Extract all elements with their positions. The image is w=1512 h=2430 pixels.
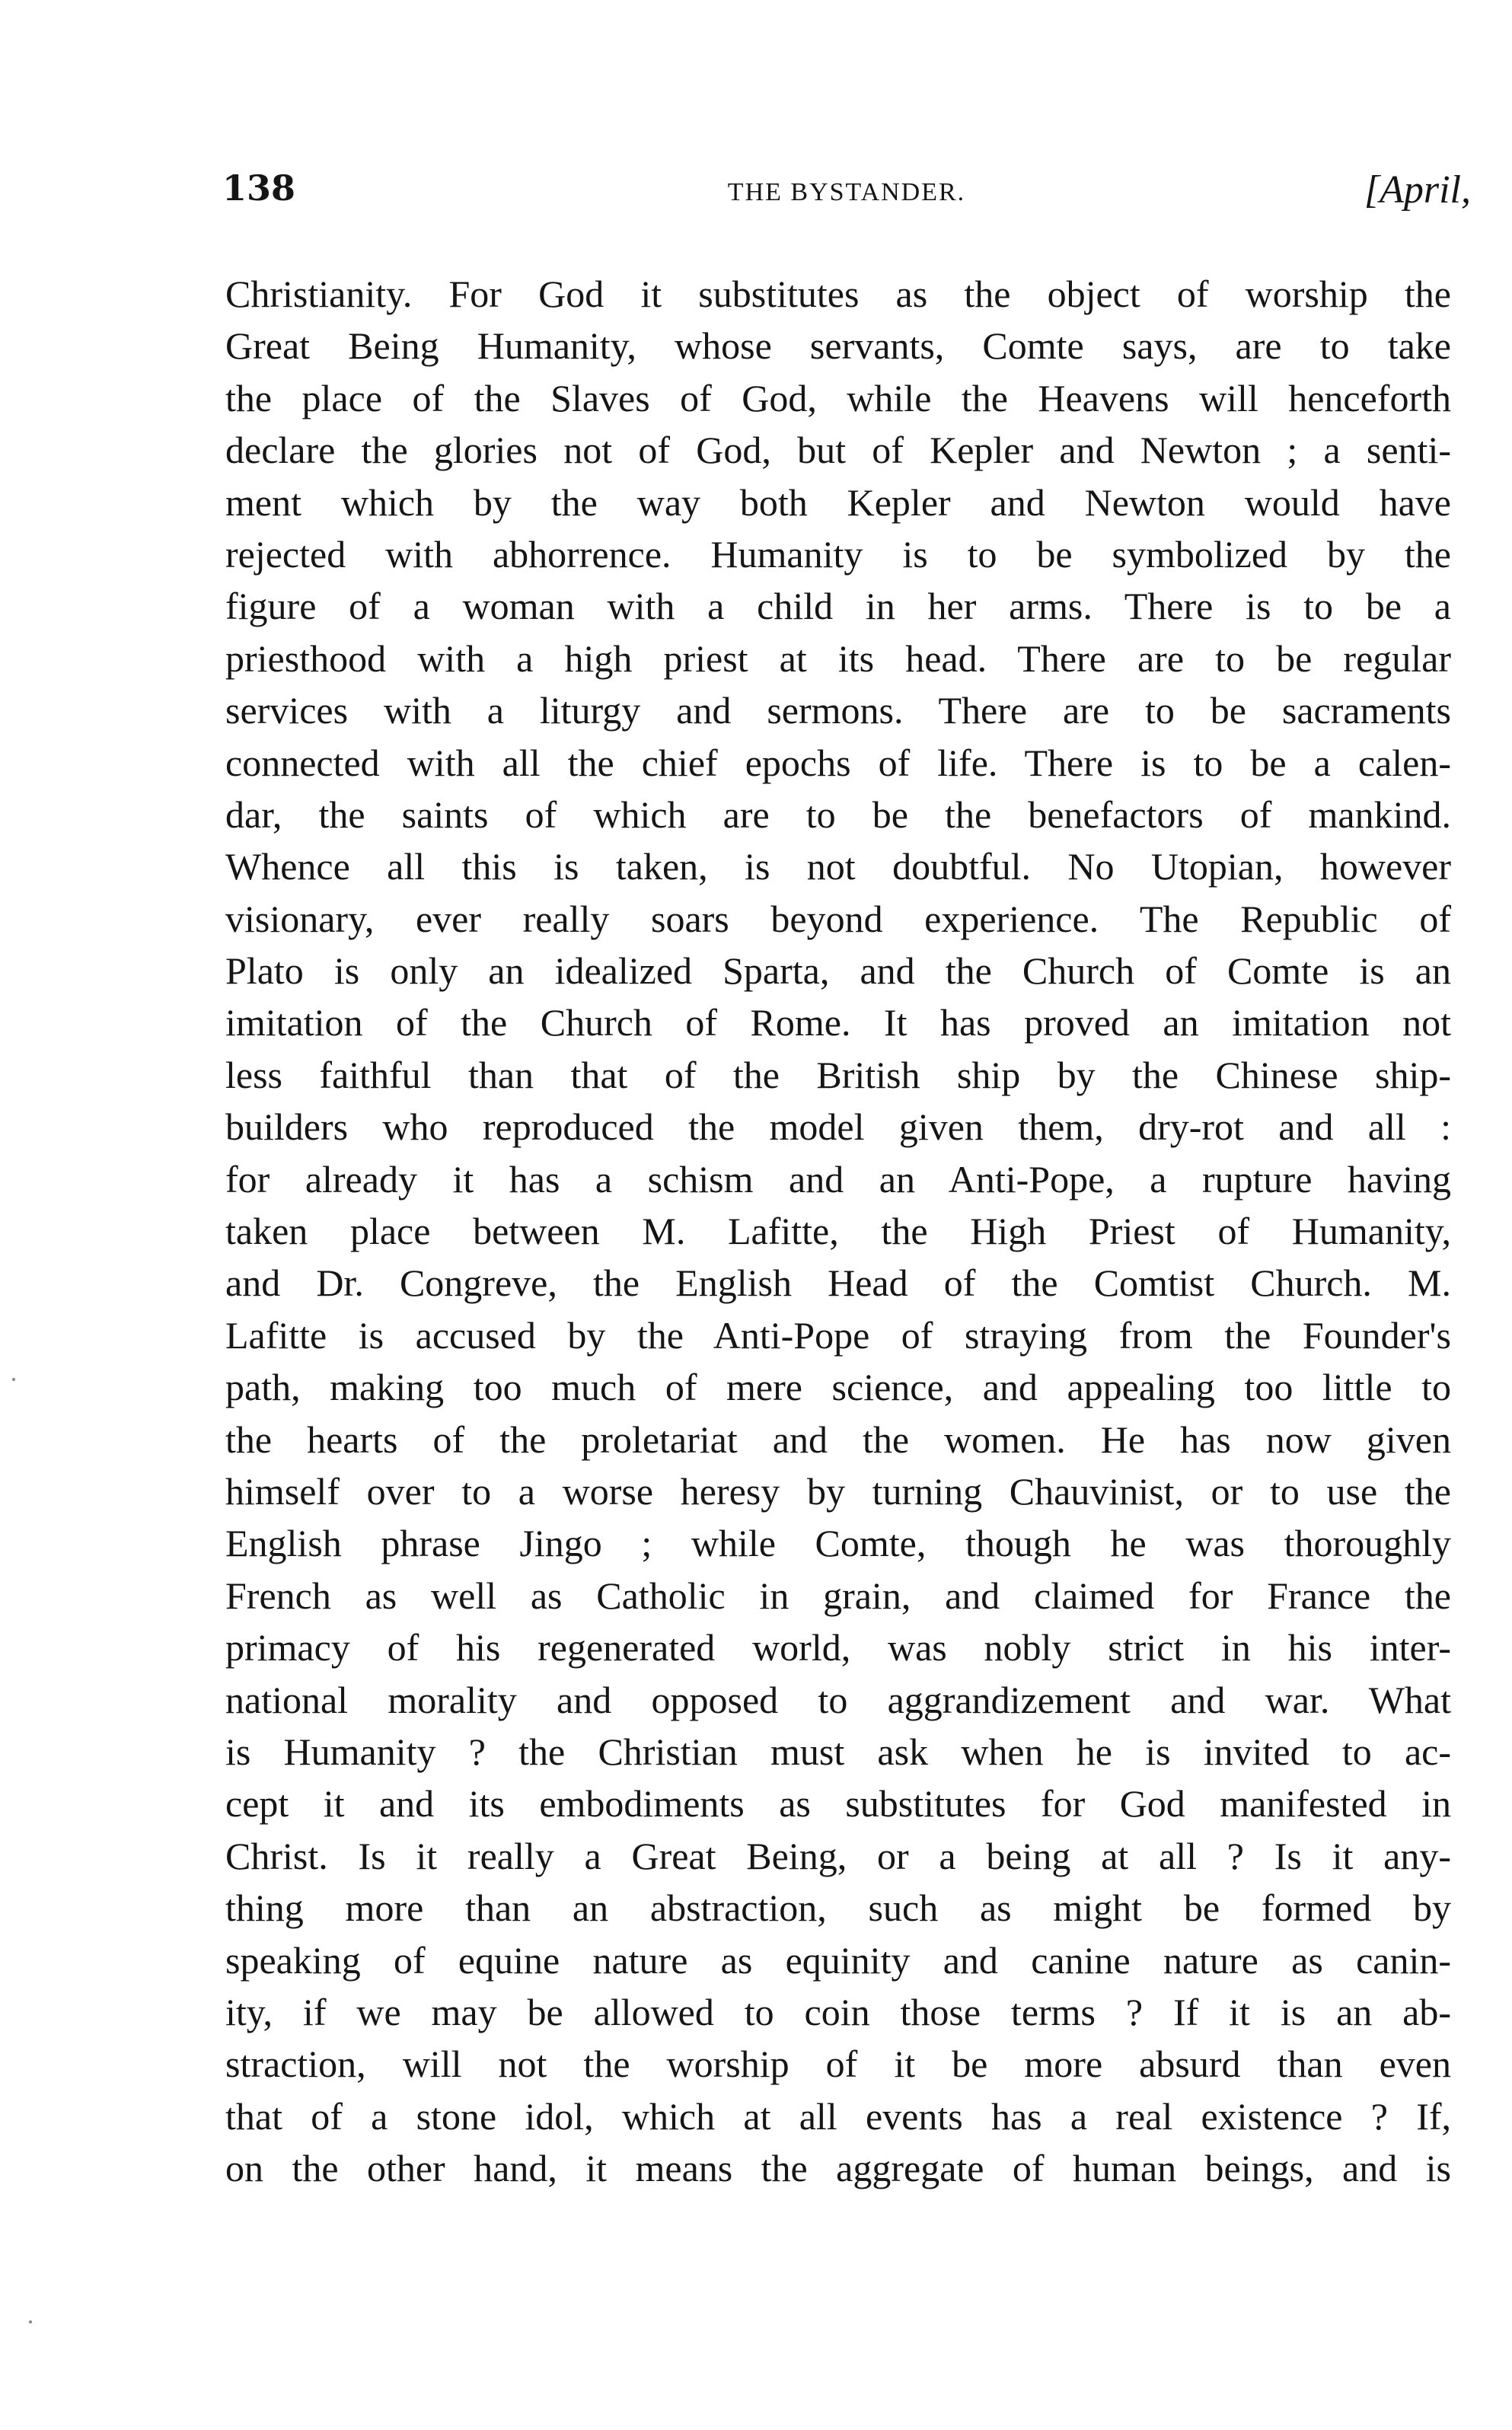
- text-line: Christianity. For God it substitutes as the object of worship the: [225, 273, 1451, 315]
- body-text: [225, 268, 1451, 2194]
- page-number: 138: [222, 167, 296, 209]
- text-line: on the other hand, it means the aggregate of human beings, and is: [225, 2147, 1451, 2190]
- text-line: Plato is only an idealized Sparta, and the Church of Comte is an: [225, 949, 1451, 993]
- text-line: the hearts of the proletariat and the women. He has now given: [225, 1418, 1451, 1461]
- text-line: thing more than an abstraction, such as might be formed by: [225, 1886, 1451, 1930]
- text-line: Lafitte is accused by the Anti-Pope of straying from the Founder's: [225, 1313, 1451, 1357]
- scan-speck: [12, 1378, 15, 1381]
- text-line: French as well as Catholic in grain, and claimed for France the: [225, 1574, 1451, 1617]
- text-line: Whence all this is taken, is not doubtful. No Utopian, however: [225, 845, 1451, 888]
- text-line: dar, the saints of which are to be the benefactors of mankind.: [225, 792, 1451, 836]
- text-line: declare the glories not of God, but of Kepler and Newton ; a senti-: [225, 429, 1451, 472]
- text-line: ment which by the way both Kepler and Newton would have: [225, 480, 1451, 524]
- text-line: himself over to a worse heresy by turning Chauvinist, or to use the: [225, 1469, 1451, 1513]
- text-line: connected with all the chief epochs of life. There is to be a calen-: [225, 741, 1451, 784]
- text-line: and Dr. Congreve, the English Head of the Comtist Church. M.: [225, 1261, 1451, 1305]
- text-line: priesthood with a high priest at its head. There are to be regular: [225, 636, 1451, 680]
- text-line: builders who reproduced the model given them, dry-rot and all :: [225, 1105, 1451, 1149]
- text-line: Great Being Humanity, whose servants, Comte says, are to take: [225, 324, 1451, 368]
- text-line: for already it has a schism and an Anti-Pope, a rupture having: [225, 1157, 1451, 1201]
- text-line: services with a liturgy and sermons. There are to be sacraments: [225, 689, 1451, 732]
- text-line: straction, will not the worship of it be more absurd than even: [225, 2043, 1451, 2086]
- text-line: cept it and its embodiments as substitutes for God manifested in: [225, 1782, 1451, 1826]
- text-line: is Humanity ? the Christian must ask when he is invited to ac-: [225, 1730, 1451, 1773]
- text-line: imitation of the Church of Rome. It has proved an imitation not: [225, 1001, 1451, 1044]
- running-header: [222, 167, 1471, 228]
- text-line: path, making too much of mere science, and appealing too little to: [225, 1366, 1451, 1409]
- text-line: less faithful than that of the British ship by the Chinese ship-: [225, 1053, 1451, 1096]
- text-line: speaking of equine nature as equinity and canine nature as canin-: [225, 1938, 1451, 1982]
- running-date: [April,: [1364, 168, 1471, 212]
- text-line: primacy of his regenerated world, was nobly strict in his inter-: [225, 1626, 1451, 1669]
- running-title: THE BYSTANDER.: [727, 178, 966, 206]
- text-line: English phrase Jingo ; while Comte, though he was thoroughly: [225, 1522, 1451, 1565]
- text-line: rejected with abhorrence. Humanity is to be symbolized by the: [225, 532, 1451, 576]
- text-line: the place of the Slaves of God, while the Heavens will henceforth: [225, 376, 1451, 419]
- text-line: Christ. Is it really a Great Being, or a being at all ? Is it any-: [225, 1834, 1451, 1877]
- text-line: that of a stone idol, which at all events has a real existence ? If,: [225, 2094, 1451, 2138]
- text-line: taken place between M. Lafitte, the High Priest of Humanity,: [225, 1210, 1451, 1253]
- text-line: ity, if we may be allowed to coin those terms ? If it is an ab-: [225, 1990, 1451, 2033]
- scan-speck: [29, 2320, 32, 2323]
- text-line: national morality and opposed to aggrandizement and war. What: [225, 1678, 1451, 1721]
- text-line: visionary, ever really soars beyond experience. The Republic of: [225, 897, 1451, 940]
- text-line: figure of a woman with a child in her arms. There is to be a: [225, 585, 1451, 628]
